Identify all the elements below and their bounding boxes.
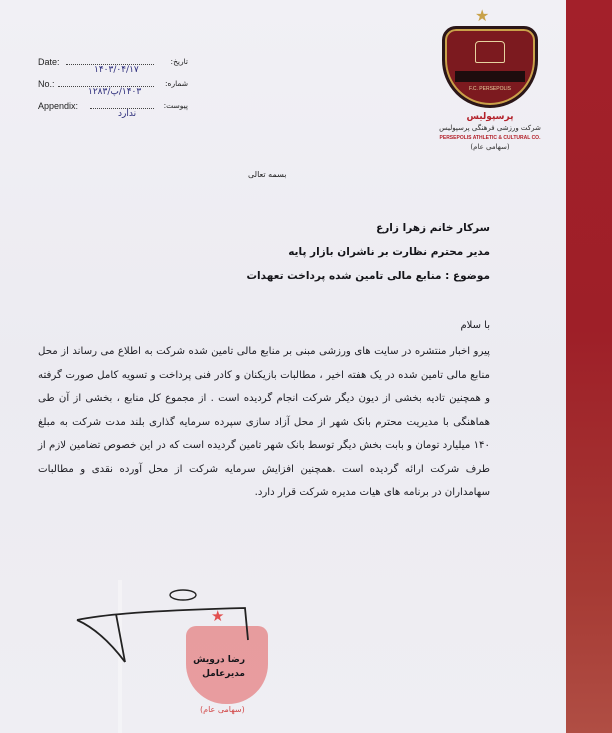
letter-subject: موضوع : منابع مالی تامین شده پرداخت تعهدات: [246, 270, 490, 282]
appendix-value: ندارد: [118, 109, 137, 119]
signer-block: [160, 653, 245, 681]
handwritten-signature-icon: [0, 580, 300, 733]
signer-name: رضا درویش: [193, 655, 245, 665]
date-label-fa: تاریخ:: [170, 57, 188, 66]
letter-meta: [38, 57, 188, 123]
company-name-fa: پرسپولیس: [466, 112, 514, 122]
number-label-fa: شماره:: [165, 79, 188, 88]
date-label-en: Date:: [38, 57, 60, 67]
company-type-fa: (سهامی عام): [470, 143, 510, 151]
appendix-row: [38, 101, 188, 123]
letterhead-red-band: [566, 0, 612, 733]
number-label-en: No.:: [38, 79, 55, 89]
number-row: [38, 79, 188, 101]
date-row: [38, 57, 188, 79]
company-full-en: PERSEPOLIS ATHLETIC & CULTURAL CO.: [439, 135, 541, 141]
shield-crest-icon: [442, 26, 538, 108]
signer-title: مدیرعامل: [202, 669, 245, 679]
crest-name-band: [455, 71, 525, 82]
company-full-fa: شرکت ورزشی فرهنگی پرسپولیس: [439, 124, 541, 132]
crest-text-en: F.C. PERSEPOLIS: [469, 86, 511, 92]
appendix-label-fa: پیوست:: [163, 101, 188, 110]
recipient-name: سرکار خانم زهرا زارع: [376, 222, 490, 234]
crown-icon: [475, 41, 505, 63]
letter-body: پیرو اخبار منتشره در سایت های ورزشی مبنی بر منابع مالی تامین شده شرکت به اطلاع می رساند از محل منابع مالی تامین شده در یک هفته اخیر ، مطالبات بازیکنان و کادر فنی پرداخت و تسویه کامل صورت گرفته و همچنین تادیه بخشی از دیون دیگر شرکت انجام گردیده است . از مجموع کل منابع ، بخشی از آن طی هماهنگی با مدیریت محترم بانک شهر از محل آزاد سازی سپرده سرمایه گذاری بلند مدت شرکت به مبلغ ۱۴۰ میلیارد تومان و بابت بخش دیگر توسط بانک شهر تامین گردیده است که در این خصوص تضامین لازم از طرف شرکت ارائه گردیده است .همچنین افزایش سرمایه شرکت از محل آورده نقدی و مطالبات سهامداران در برنامه های هیات مدیره شرکت قرار دارد.: [38, 346, 490, 498]
date-value: ۱۴۰۳/۰۴/۱۷: [94, 65, 139, 75]
greeting: با سلام: [460, 320, 490, 331]
addressee-block: [247, 222, 491, 294]
stamp-star-icon: ★: [211, 607, 225, 625]
star-icon: ★: [475, 6, 490, 25]
basmala: بسمه تعالی: [248, 170, 287, 179]
recipient-title: مدیر محترم نظارت بر ناشران بازار پایه: [288, 246, 490, 258]
stamp-caption: (سهامی عام): [200, 705, 245, 714]
appendix-label-en: Appendix:: [38, 101, 79, 111]
number-value: ۱۴۰۳/پ/۱۲۸۳: [88, 87, 142, 97]
